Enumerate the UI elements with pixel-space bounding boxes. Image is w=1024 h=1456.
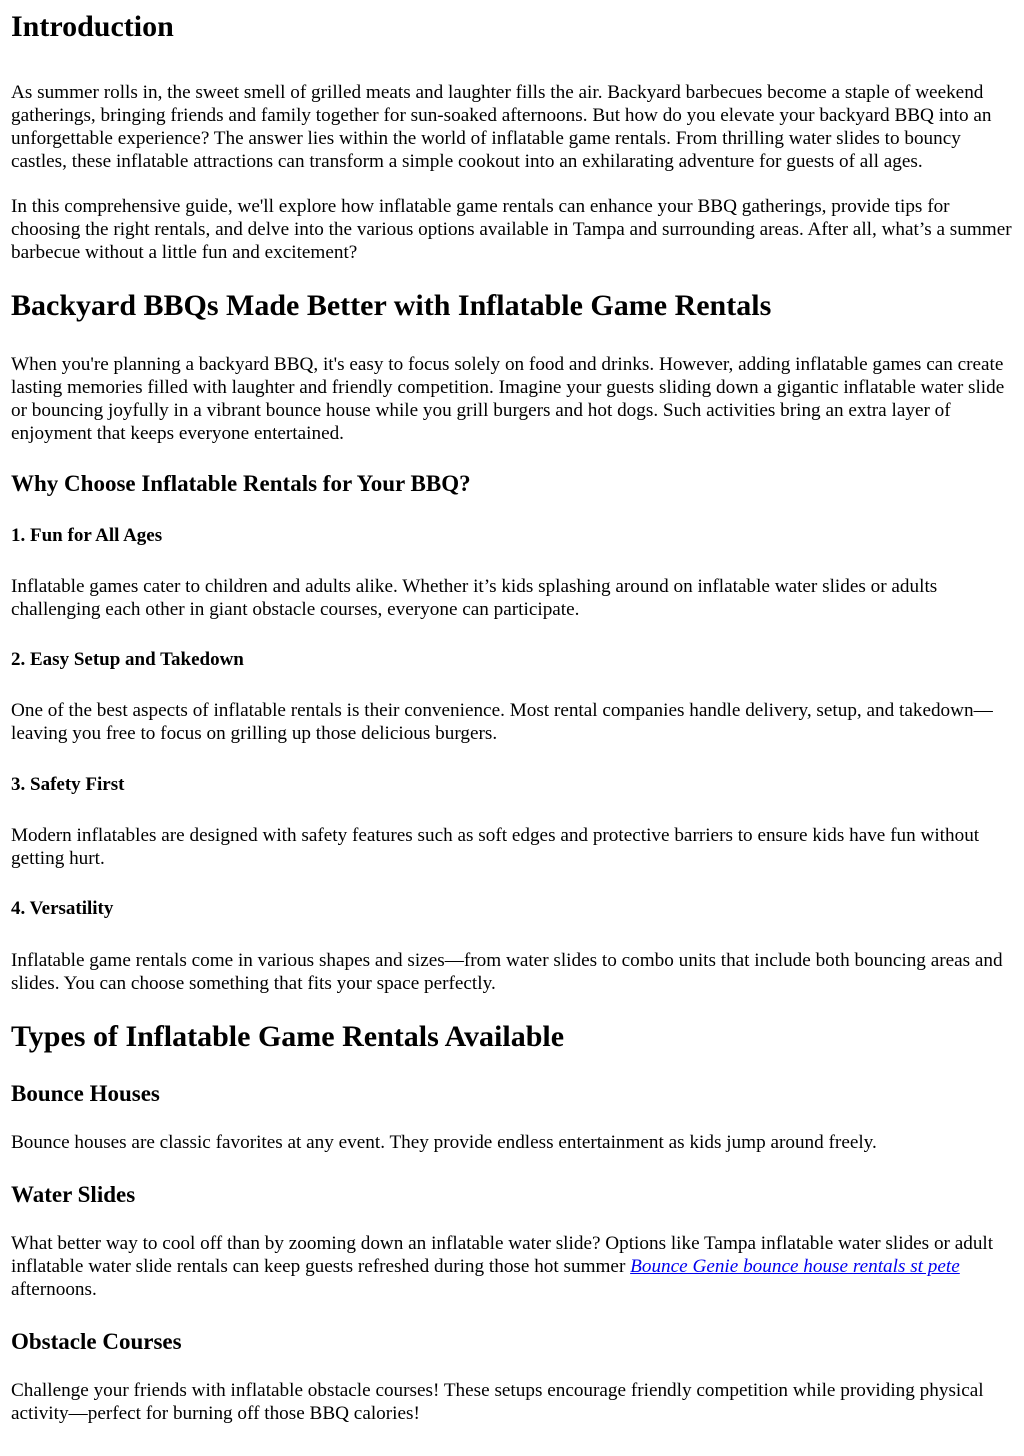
water-slides-text-after: afternoons. (11, 1279, 97, 1300)
reason-text-1: Inflatable games cater to children and adults alike. Whether it’s kids splashing around on inflatable water slides or adults challenging each other in giant obstacle courses, everyone can participate. (11, 576, 938, 620)
water-slides-heading: Water Slides (11, 1182, 136, 1207)
water-slides-text (11, 1232, 1013, 1301)
why-heading: Why Choose Inflatable Rentals for Your BBQ? (11, 471, 471, 496)
reason-text-4: Inflatable game rentals come in various shapes and sizes—from water slides to combo units that include both bouncing areas and slides. You can choose something that fits your space perfectly. (11, 950, 1003, 994)
backyard-heading: Backyard BBQs Made Better with Inflatable Game Rentals (11, 289, 772, 322)
intro-paragraph-2: In this comprehensive guide, we'll explore how inflatable game rentals can enhance your BBQ gatherings, provide tips for choosing the right rentals, and delve into the various options available in Tampa and surrounding areas. After all, what’s a summer barbecue without a little fun and excitement? (11, 196, 1012, 263)
reason-title-1: 1. Fun for All Ages (11, 525, 163, 546)
intro-paragraph-1: As summer rolls in, the sweet smell of grilled meats and laughter fills the air. Backyard barbecues become a staple of weekend gatherings, bringing friends and family together for sun-soaked afternoons. But how do you elevate your backyard BBQ into an unforgettable experience? The answer lies within the world of inflatable game rentals. From thrilling water slides to bouncy castles, these inflatable attractions can transform a simple cookout into an exhilarating adventure for guests of all ages. (11, 82, 992, 172)
reason-title-3: 3. Safety First (11, 774, 125, 795)
intro-heading: Introduction (11, 10, 174, 43)
bounce-houses-heading: Bounce Houses (11, 1081, 160, 1106)
obstacle-courses-text: Challenge your friends with inflatable obstacle courses! These setups encourage friendly competition while providing physical activity—perfect for burning off those BBQ calories! (11, 1380, 984, 1424)
types-heading: Types of Inflatable Game Rentals Available (11, 1020, 565, 1053)
bounce-genie-link[interactable]: Bounce Genie bounce house rentals st pete (630, 1256, 960, 1277)
reason-title-2: 2. Easy Setup and Takedown (11, 649, 244, 670)
article (0, 10, 1024, 1425)
reason-text-2: One of the best aspects of inflatable rentals is their convenience. Most rental companies handle delivery, setup, and takedown—leaving you free to focus on grilling up those delicious burgers. (11, 700, 993, 744)
water-slides-text-before: What better way to cool off than by zooming down an inflatable water slide? Options like Tampa inflatable water slides or adult inflatable water slide rentals can keep guests refreshed during those hot summer (11, 1233, 994, 1277)
backyard-paragraph: When you're planning a backyard BBQ, it's easy to focus solely on food and drinks. However, adding inflatable games can create lasting memories filled with laughter and friendly competition. Imagine your guests sliding down a gigantic inflatable water slide or bouncing joyfully in a vibrant bounce house while you grill burgers and hot dogs. Such activities bring an extra layer of enjoyment that keeps everyone entertained. (11, 354, 1005, 444)
reason-text-3: Modern inflatables are designed with safety features such as soft edges and protective barriers to ensure kids have fun without getting hurt. (11, 825, 980, 869)
obstacle-courses-heading: Obstacle Courses (11, 1329, 182, 1354)
bounce-houses-text: Bounce houses are classic favorites at any event. They provide endless entertainment as kids jump around freely. (11, 1132, 877, 1153)
reason-title-4: 4. Versatility (11, 898, 114, 919)
